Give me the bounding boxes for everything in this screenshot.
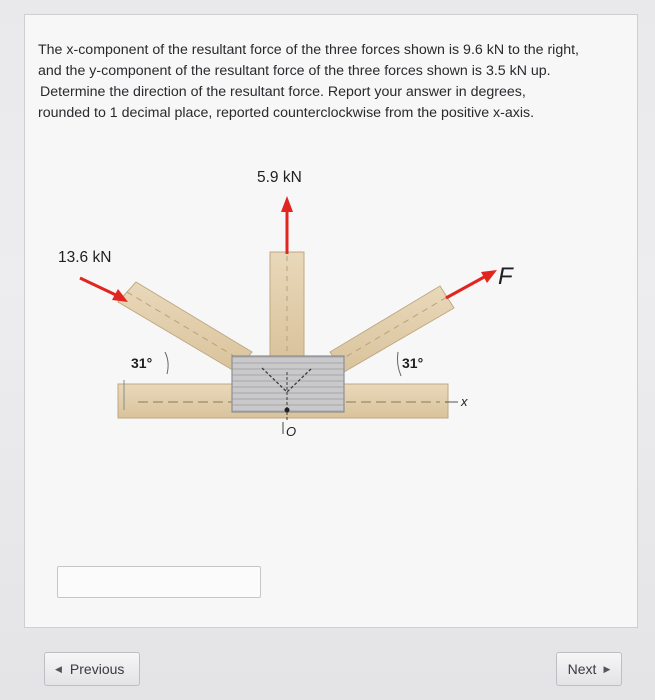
force-arrow-top bbox=[281, 196, 293, 254]
angle-right-label: 31° bbox=[402, 355, 424, 371]
previous-button-label: Previous bbox=[69, 661, 125, 677]
force-arrow-right bbox=[446, 270, 497, 298]
chevron-left-icon: ◀ bbox=[55, 663, 62, 674]
truss-diagram bbox=[0, 150, 655, 450]
force-left-label: 13.6 kN bbox=[58, 249, 112, 266]
previous-button[interactable] bbox=[44, 652, 140, 686]
angle-left-label: 31° bbox=[131, 355, 153, 371]
right-diagonal-member bbox=[330, 286, 454, 372]
answer-input[interactable] bbox=[57, 566, 261, 598]
next-button[interactable] bbox=[556, 652, 622, 686]
chevron-right-icon: ▶ bbox=[603, 663, 611, 674]
question-line: rounded to 1 decimal place, reported counterclockwise from the positive x-axis. bbox=[38, 105, 535, 121]
force-arrow-left bbox=[80, 278, 128, 302]
next-button-label: Next bbox=[567, 661, 597, 677]
question-line: and the y-component of the resultant force of the three forces shown is 3.5 kN up. bbox=[38, 63, 551, 79]
gusset-plate bbox=[232, 356, 344, 412]
origin-label: O bbox=[286, 424, 297, 439]
x-axis-label: x bbox=[461, 394, 468, 409]
question-text bbox=[38, 40, 638, 124]
force-right-label: F bbox=[498, 263, 513, 290]
question-line: Determine the direction of the resultant force. Report your answer in degrees, bbox=[40, 84, 526, 100]
question-line: The x-component of the resultant force of the three forces shown is 9.6 kN to the right, bbox=[38, 42, 579, 58]
force-top-label: 5.9 kN bbox=[257, 169, 302, 186]
